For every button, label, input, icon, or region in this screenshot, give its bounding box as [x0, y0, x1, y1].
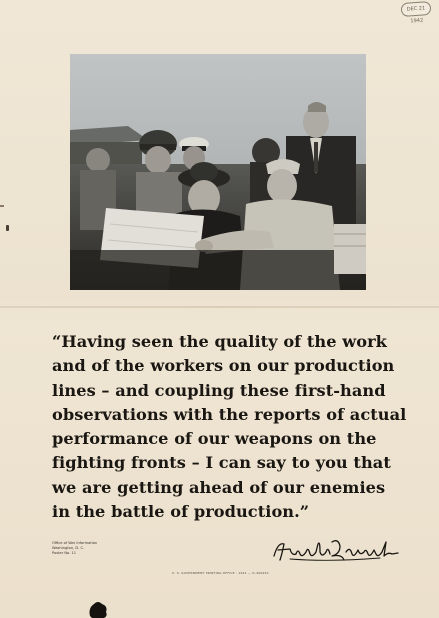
quote-line: lines – and coupling these first-hand [52, 380, 386, 400]
ink-blot-mark [86, 598, 110, 618]
quote-line: fighting fronts – I can say to you that [52, 453, 391, 473]
pin-mark [6, 225, 9, 231]
printer-footer: U. S. GOVERNMENT PRINTING OFFICE : 1942 — O-499450 [172, 571, 269, 575]
signature-icon [270, 534, 402, 566]
photograph [70, 54, 366, 290]
quote-line: “Having seen the quality of the work [52, 332, 387, 351]
quote-line: performance of our weapons on the [52, 429, 377, 449]
quote-block [52, 330, 407, 524]
edge-mark [0, 205, 4, 207]
fold-line [0, 306, 439, 308]
quote-line: we are getting ahead of our enemies [52, 477, 386, 497]
quote-line: observations with the reports of actual [52, 404, 407, 424]
credit-line: Poster No. 11 [52, 551, 77, 555]
date-stamp [401, 1, 432, 25]
publisher-credit [52, 541, 97, 556]
quote-line: in the battle of production.” [52, 502, 310, 522]
credit-line: Office of War Information [52, 541, 98, 545]
photograph-icon [70, 54, 366, 290]
quote-line: and of the workers on our production [52, 356, 395, 376]
date-stamp-text: DEC 21 1942 [406, 5, 426, 25]
credit-line: Washington, D. C. [52, 546, 85, 550]
